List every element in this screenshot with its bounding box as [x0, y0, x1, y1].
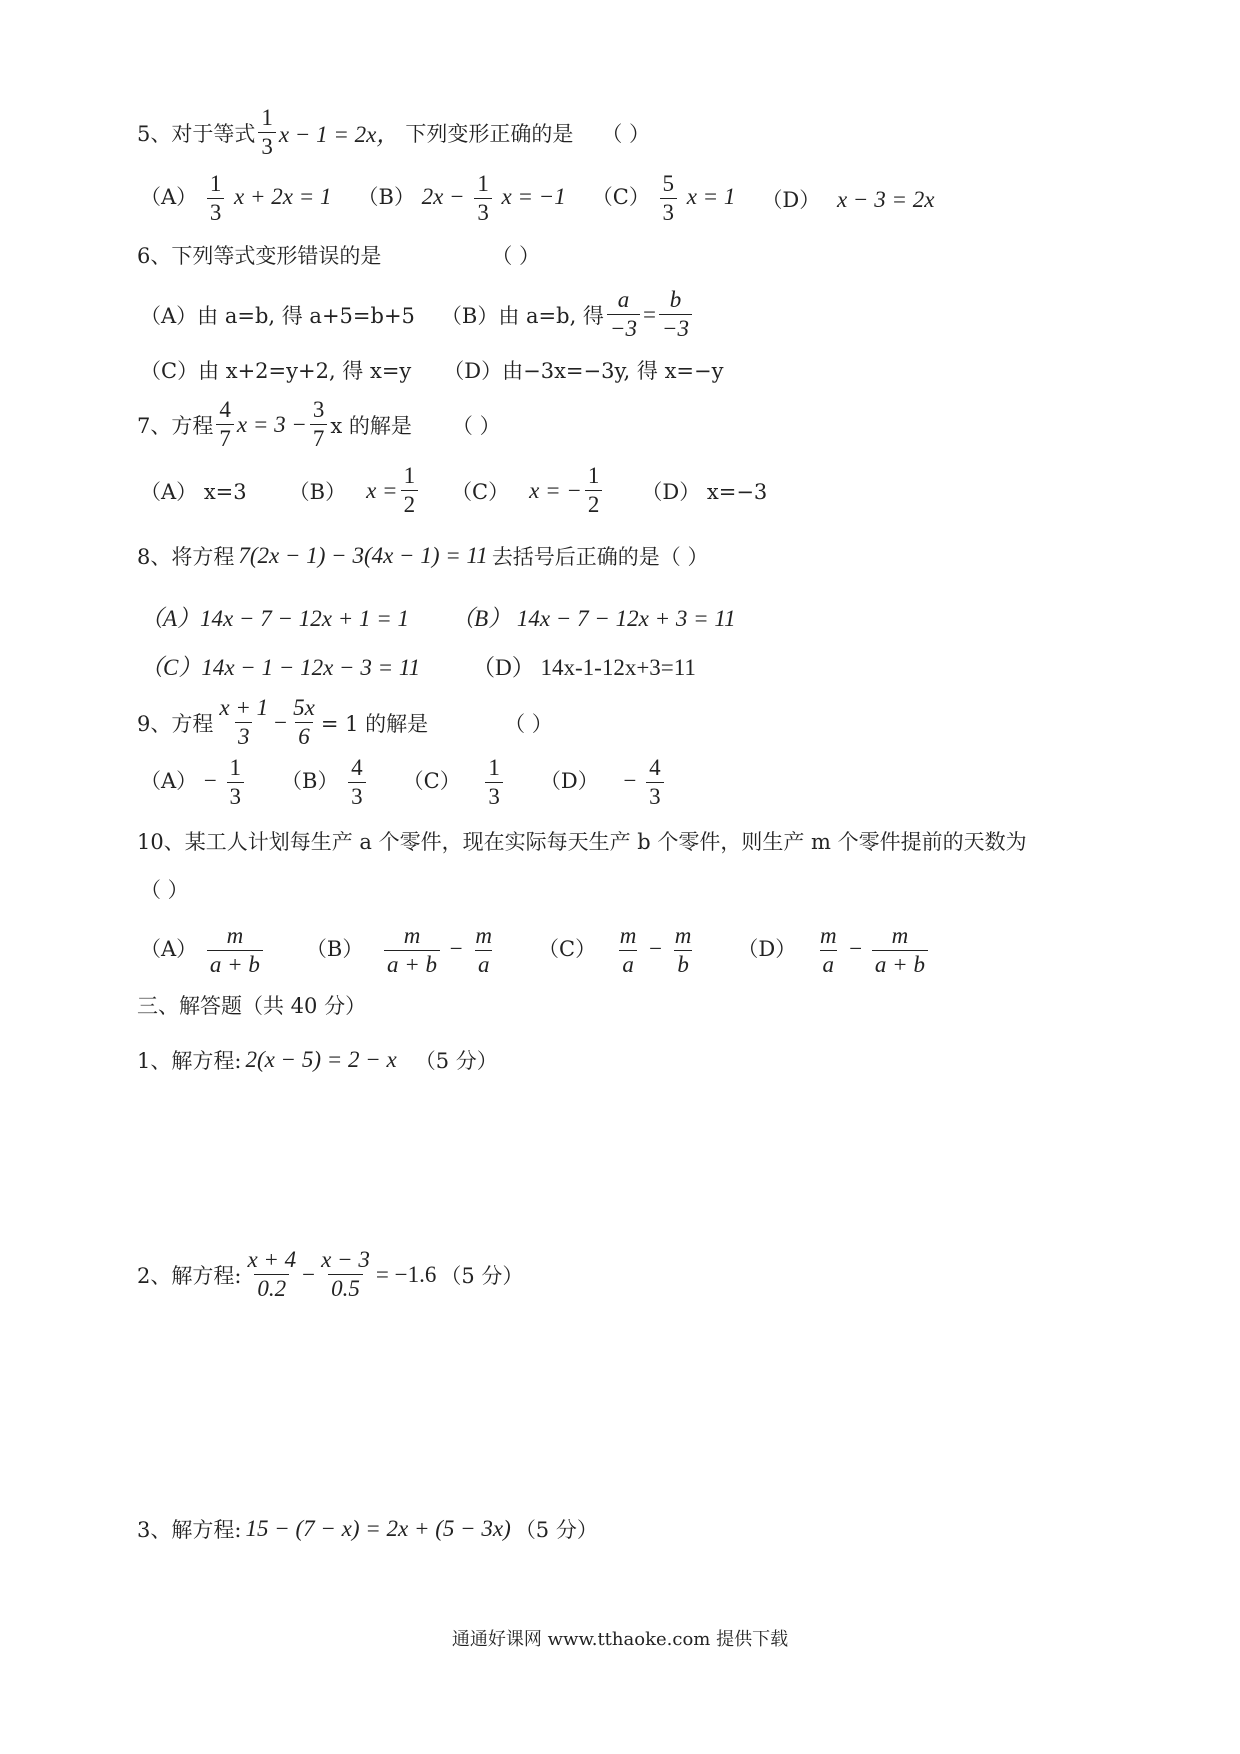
fraction-numerator: 4 — [649, 755, 661, 780]
problem-1 — [137, 1045, 498, 1075]
q6-option-b-fraction-right — [659, 288, 692, 341]
problem-3-prefix: 3、解方程: — [137, 1518, 242, 1542]
option-fraction — [348, 756, 366, 809]
q7-option-b-label: （B） — [288, 479, 347, 504]
option-label: （A） — [140, 185, 198, 210]
minus-sign: − — [302, 1261, 316, 1287]
q6-answer-blank: （ ） — [491, 244, 541, 268]
question-6-options-cd — [140, 355, 724, 385]
fraction-numerator: 1 — [477, 171, 489, 196]
q10-answer-blank: （ ） — [140, 878, 189, 902]
q6-option-b-fraction-left — [607, 288, 640, 341]
problem-2 — [137, 1248, 523, 1301]
problem-3-equation: 15 − (7 − x) = 2x + (5 − 3x) — [245, 1516, 511, 1541]
fraction-denominator: 2 — [401, 490, 419, 517]
q5-option-c — [592, 172, 736, 225]
option-label: （A） — [140, 769, 198, 794]
fraction-numerator: 1 — [261, 105, 273, 130]
option-fraction — [207, 924, 263, 977]
option-label: （B） — [357, 185, 415, 210]
option-sign: − — [203, 768, 217, 794]
q7-option-b-fraction — [401, 464, 419, 517]
option-fraction — [474, 172, 492, 225]
option-expression-prefix: 2x − — [421, 184, 465, 210]
q6-option-a: （A）由 a=b, 得 a+5=b+5 — [140, 303, 415, 328]
q6-stem: 6、下列等式变形错误的是 — [137, 244, 382, 268]
q7-fraction-left — [216, 398, 234, 451]
q9-option-a — [140, 756, 247, 809]
problem-1-equation: 2(x − 5) = 2 − x — [245, 1047, 397, 1072]
option-expression: x − 3 = 2x — [836, 186, 935, 212]
question-5-options — [140, 172, 934, 225]
q5-stem-equation: x − 1 = 2x， — [278, 122, 400, 148]
option-fraction — [660, 172, 678, 225]
equals-sign: = — [642, 301, 656, 327]
q7-option-d: （D） x=−3 — [641, 479, 768, 504]
fraction-denominator: 0.2 — [254, 1274, 289, 1301]
section-title: 三、解答题（共 40 分） — [137, 994, 367, 1018]
q5-option-a — [140, 172, 332, 225]
question-9-options — [140, 756, 667, 809]
option-label: （C） — [591, 185, 650, 210]
fraction-denominator: 3 — [660, 198, 678, 225]
problem-2-prefix: 2、解方程: — [137, 1263, 242, 1288]
fraction-numerator: 1 — [587, 463, 600, 488]
q6-option-c: （C）由 x+2=y+2, 得 x=y — [140, 359, 412, 383]
fraction-numerator: b — [669, 287, 682, 312]
fraction-denominator: 0.5 — [328, 1274, 363, 1301]
fraction-denominator: a — [820, 950, 838, 977]
problem-2-fraction-right — [318, 1248, 373, 1301]
fraction-denominator: −3 — [659, 314, 692, 341]
fraction-denominator: a + b — [872, 950, 928, 977]
fraction-denominator: a — [619, 950, 637, 977]
minus-sign: − — [649, 936, 663, 962]
fraction-numerator: 5 — [662, 171, 675, 196]
question-10-stem — [137, 826, 1027, 856]
q8-option-c: （C）14x − 1 − 12x − 3 = 11 — [140, 655, 421, 680]
option-label: （D） — [539, 769, 599, 794]
q10-option-b — [306, 924, 498, 977]
problem-1-score: （5 分） — [414, 1049, 498, 1073]
fraction-numerator: x + 4 — [247, 1247, 297, 1272]
q8-equation: 7(2x − 1) − 3(4x − 1) = 11 — [238, 543, 488, 568]
fraction-denominator: b — [674, 950, 692, 977]
q7-option-a: （A） x=3 — [140, 479, 247, 504]
minus-sign: − — [449, 936, 463, 962]
problem-3-score: （5 分） — [514, 1518, 598, 1542]
option-fraction — [646, 756, 664, 809]
option-fraction-second — [872, 924, 928, 977]
q10-option-a — [140, 924, 266, 977]
fraction-numerator: m — [619, 923, 637, 948]
q9-option-c — [403, 756, 506, 809]
fraction-denominator: a — [475, 950, 493, 977]
option-fraction-first — [817, 924, 840, 977]
q7-option-c-fraction — [585, 464, 603, 517]
q9-prefix: 9、方程 — [137, 711, 214, 736]
question-7-options — [140, 464, 767, 517]
option-label: （B） — [305, 937, 364, 962]
q5-stem-fraction — [258, 106, 276, 159]
fraction-numerator: 1 — [488, 755, 500, 780]
question-10-blank — [140, 874, 189, 904]
fraction-numerator: m — [819, 923, 837, 948]
problem-3 — [137, 1514, 598, 1544]
fraction-numerator: 4 — [219, 397, 231, 422]
question-10-options — [140, 924, 931, 977]
q5-option-d — [761, 184, 934, 214]
section-3-heading — [137, 990, 366, 1020]
q7-equation-middle: x = 3 − — [236, 411, 307, 437]
q9-option-d — [540, 756, 667, 809]
option-expression: x = −1 — [501, 184, 566, 210]
fraction-denominator: 3 — [485, 782, 503, 809]
option-fraction-second — [672, 924, 695, 977]
q7-option-b-expression: x = — [366, 477, 398, 503]
option-label: （C） — [402, 769, 461, 794]
option-label: （D） — [761, 187, 821, 212]
fraction-numerator: m — [403, 923, 421, 948]
option-fraction — [485, 756, 503, 809]
q9-option-b — [281, 756, 369, 809]
option-label: （C） — [538, 937, 597, 962]
fraction-numerator: m — [674, 923, 692, 948]
fraction-denominator: 3 — [348, 782, 366, 809]
question-6-options-ab — [140, 288, 695, 341]
fraction-numerator: m — [891, 923, 909, 948]
fraction-denominator: 3 — [258, 132, 276, 159]
problem-2-equation-rest: = −1.6 — [375, 1261, 437, 1287]
q10-stem: 10、某工人计划每生产 a 个零件，现在实际每天生产 b 个零件，则生产 m 个零件提前的天数为 — [137, 830, 1027, 854]
q7-fraction-right — [310, 398, 328, 451]
fraction-denominator: 3 — [646, 782, 664, 809]
fraction-denominator: 3 — [207, 198, 225, 225]
fraction-numerator: a — [617, 287, 630, 312]
q8-option-d: （D） 14x-1-12x+3=11 — [472, 655, 696, 680]
fraction-numerator: 1 — [209, 171, 222, 196]
q8-option-a: （A）14x − 7 − 12x + 1 = 1 — [140, 606, 410, 631]
minus-sign: − — [274, 709, 288, 735]
fraction-numerator: 5x — [293, 695, 315, 720]
fraction-numerator: x − 3 — [321, 1247, 370, 1272]
fraction-numerator: m — [475, 923, 493, 948]
q10-option-c — [538, 924, 697, 977]
fraction-numerator: 3 — [312, 397, 325, 422]
option-fraction — [227, 756, 245, 809]
fraction-numerator: 1 — [229, 755, 242, 780]
fraction-denominator: a + b — [384, 950, 440, 977]
problem-2-score: （5 分） — [440, 1263, 524, 1288]
question-5-stem — [137, 106, 650, 159]
minus-sign: − — [849, 936, 863, 962]
fraction-denominator: 2 — [585, 490, 603, 517]
fraction-denominator: 3 — [474, 198, 492, 225]
fraction-denominator: −3 — [607, 314, 640, 341]
q8-prefix: 8、将方程 — [137, 545, 235, 569]
fraction-numerator: 1 — [403, 463, 416, 488]
option-sign: − — [623, 768, 637, 794]
option-fraction-second — [472, 924, 495, 977]
option-label: （D） — [737, 937, 797, 962]
fraction-numerator: 4 — [351, 755, 363, 780]
problem-1-prefix: 1、解方程: — [137, 1049, 242, 1073]
fraction-denominator: 7 — [310, 424, 328, 451]
question-8-options-cd — [140, 649, 696, 682]
q5-answer-blank: （ ） — [601, 121, 651, 146]
question-7-stem — [137, 398, 501, 451]
fraction-denominator: 3 — [235, 722, 253, 749]
q7-answer-blank: （ ） — [451, 413, 501, 438]
q6-option-b-label: （B）由 a=b, 得 — [440, 303, 604, 328]
page-footer: 通通好课网 www.tthaoke.com 提供下载 — [451, 1629, 789, 1650]
question-6-stem — [137, 240, 540, 270]
q7-option-c-label: （C） — [451, 479, 510, 504]
q9-fraction-right — [290, 696, 318, 749]
q9-ask: = 1 的解是 — [320, 711, 429, 736]
fraction-denominator: 3 — [227, 782, 245, 809]
option-fraction-first — [617, 924, 640, 977]
q8-ask: 去括号后正确的是（ ） — [491, 545, 709, 569]
fraction-numerator: m — [226, 923, 244, 948]
question-8-options-ab — [140, 600, 736, 633]
q9-answer-blank: （ ） — [504, 711, 553, 736]
q5-option-b — [358, 172, 566, 225]
q5-ask: 下列变形正确的是 — [405, 121, 574, 146]
option-fraction-first — [384, 924, 440, 977]
q6-option-d: （D）由−3x=−3y, 得 x=−y — [443, 359, 724, 383]
fraction-numerator: x + 1 — [219, 695, 269, 720]
q5-prefix: 5、对于等式 — [137, 121, 256, 146]
option-fraction — [207, 172, 225, 225]
fraction-denominator: 6 — [295, 722, 313, 749]
question-8-stem — [137, 541, 709, 571]
option-expression: x + 2x = 1 — [234, 184, 332, 210]
q7-prefix: 7、方程 — [137, 413, 214, 438]
q9-fraction-left — [216, 696, 271, 749]
option-label: （B） — [281, 769, 339, 794]
fraction-denominator: a + b — [207, 950, 263, 977]
fraction-denominator: 7 — [216, 424, 234, 451]
q7-ask: x 的解是 — [330, 413, 412, 438]
option-expression: x = 1 — [686, 184, 736, 210]
q7-option-c-expression: x = − — [529, 477, 582, 503]
problem-2-fraction-left — [244, 1248, 299, 1301]
option-label: （A） — [140, 937, 198, 962]
question-9-stem — [137, 696, 553, 749]
q8-option-b: （B） 14x − 7 − 12x + 3 = 11 — [451, 606, 736, 631]
q10-option-d — [737, 924, 931, 977]
